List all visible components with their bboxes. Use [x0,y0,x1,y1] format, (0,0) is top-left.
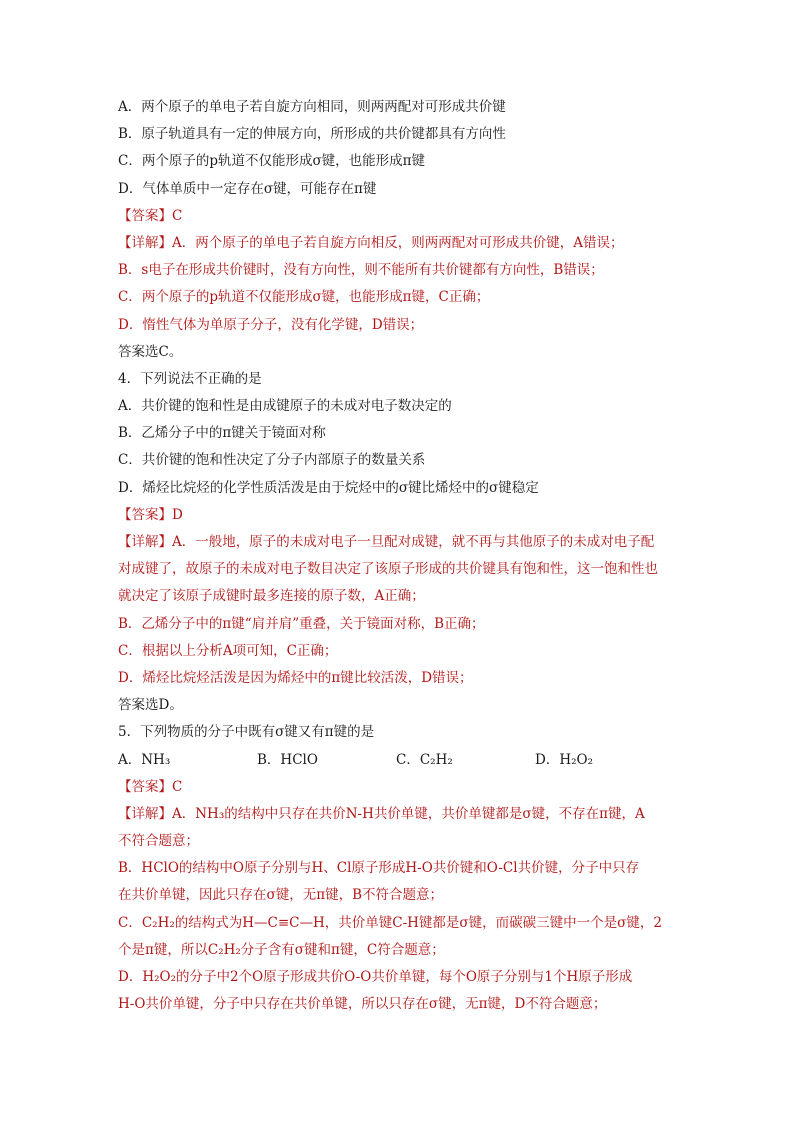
q5-option-a: A．NH₃ [118,751,171,768]
q3-conclusion: 答案选C。 [118,343,183,360]
q5-explanation-line: 【详解】A．NH₃的结构中只存在共价N-H共价单键，共价单键都是σ键，不存在π键，A [118,805,645,822]
q4-stem: 4．下列说法不正确的是 [118,370,262,387]
q4-option-d: D．烯烃比烷烃的化学性质活泼是由于烷烃中的σ键比烯烃中的σ键稳定 [118,479,539,496]
q3-option-a: A．两个原子的单电子若自旋方向相同，则两两配对可形成共价键 [118,99,506,115]
q5-explanation-line: D．H₂O₂的分子中2个O原子形成共价O-O共价单键，每个O原子分别与1个H原子形成 [118,969,633,985]
q5-option-b: B．HClO [257,751,318,768]
q5-options-row [118,747,688,774]
q4-explanation-line: 【详解】A．一般地，原子的未成对电子一旦配对成键，就不再与其他原子的未成对电子配 [118,534,655,550]
q3-option-d: D．气体单质中一定存在σ键，可能存在π键 [118,180,377,197]
q3-answer: 【答案】C [118,207,183,224]
q5-explanation-line: H-O共价单键，分子中只存在共价单键，所以只存在σ键，无π键，D不符合题意； [118,996,607,1013]
q4-option-a: A．共价键的饱和性是由成键原子的未成对电子数决定的 [118,398,452,415]
q5-explanation-line: B．HClO的结构中O原子分别与H、Cl原子形成H-O共价键和O-Cl共价键，分子中只存 [118,860,640,877]
q3-explanation-line: D．惰性气体为单原子分子，没有化学键，D错误； [118,316,424,333]
q5-explanation-line: 在共价单键，因此只存在σ键，无π键，B不符合题意； [118,887,444,904]
q5-explanation-line: C．C₂H₂的结构式为H—C≡C—H，共价单键C-H键都是σ键，而碳碳三键中一个是σ键，2 [118,914,662,931]
q3-explanation-line: C．两个原子的p轨道不仅能形成σ键，也能形成π键，C正确； [118,289,490,306]
q4-explanation-line: D．烯烃比烷烃活泼是因为烯烃中的π键比较活泼，D错误； [118,669,473,686]
q3-option-b: B．原子轨道具有一定的伸展方向，所形成的共价键都具有方向性 [118,126,506,143]
q4-option-c: C．共价键的饱和性决定了分子内部原子的数量关系 [118,452,426,469]
q5-option-c: C．C₂H₂ [396,751,453,768]
q4-explanation-line: C．根据以上分析A项可知，C正确； [118,642,338,659]
q5-answer: 【答案】C [118,778,183,795]
q5-explanation-line: 个是π键，所以C₂H₂分子含有σ键和π键，C符合题意； [118,941,445,958]
q5-explanation-line: 不符合题意； [118,833,199,850]
q3-option-c: C．两个原子的p轨道不仅能形成σ键，也能形成π键 [118,153,426,170]
q3-explanation-line: 【详解】A．两个原子的单电子若自旋方向相反，则两两配对可形成共价键，A错误； [118,234,624,251]
q4-explanation-line: 就决定了该原子成键时最多连接的原子数，A正确； [118,588,425,605]
q4-answer: 【答案】D [118,506,183,523]
q3-explanation-line: B．s电子在形成共价键时，没有方向性，则不能所有共价键都有方向性，B错误； [118,262,604,279]
document-page [118,94,688,1018]
q4-conclusion: 答案选D。 [118,697,183,714]
q4-explanation-line: B．乙烯分子中的π键“肩并肩”重叠，关于镜面对称，B正确； [118,615,485,632]
q4-option-b: B．乙烯分子中的π键关于镜面对称 [118,425,326,442]
q5-stem: 5．下列物质的分子中既有σ键又有π键的是 [118,724,375,741]
q5-option-d: D．H₂O₂ [535,751,593,768]
q4-explanation-line: 对成键了，故原子的未成对电子数目决定了该原子形成的共价键具有饱和性，这一饱和性也 [118,561,658,578]
